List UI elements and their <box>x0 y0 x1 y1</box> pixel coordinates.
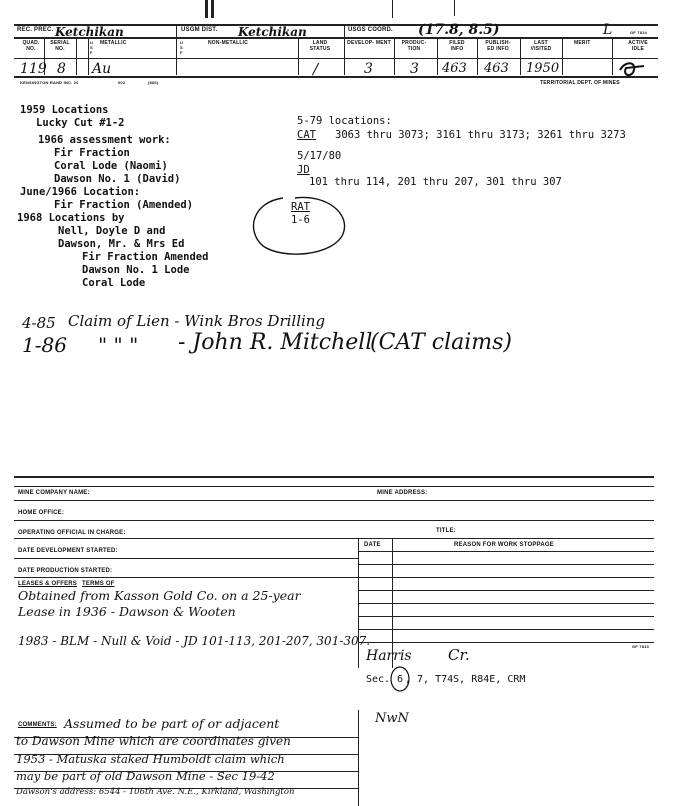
comments-label: COMMENTS: <box>18 722 57 728</box>
rec-prec-label: REC. PREC. <box>17 27 54 33</box>
location-line: Lucky Cut #1-2 <box>36 117 125 129</box>
cat-ranges: 3063 thru 3073; 3161 thru 3173; 3261 thru 3273 <box>335 129 626 141</box>
col-merit: MERIT <box>574 40 591 46</box>
location-line: Fir Fraction Amended <box>82 251 209 263</box>
date-dev-started-label: DATE DEVELOPMENT STARTED: <box>18 548 118 554</box>
operating-official-label: OPERATING OFFICIAL IN CHARGE: <box>18 530 126 536</box>
blm-note: 1983 - BLM - Null & Void - JD 101-113, 201-207, 301-307. <box>18 634 371 648</box>
usgm-dist-value: Ketchikan <box>238 25 307 39</box>
note-date-2: 1-86 <box>22 333 67 357</box>
corner-mark: L <box>603 22 613 38</box>
mine-address-label: MINE ADDRESS: <box>377 490 428 496</box>
col-published-info: PUBLISH- ED INFO <box>485 40 511 52</box>
rec-prec-value: Ketchikan <box>55 25 124 39</box>
col-production: PRODUC- TION <box>401 40 427 52</box>
form-number-top: GF 7814 <box>630 30 647 35</box>
col-non-metallic: NON-METALLIC <box>208 40 249 46</box>
home-office-label: HOME OFFICE: <box>18 510 65 516</box>
col-quad-no: QUAD. NO. <box>22 40 40 52</box>
location-line: Nell, Doyle D and <box>58 225 166 237</box>
development-value: 3 <box>364 61 373 77</box>
filed-info-value: 463 <box>442 61 467 76</box>
sec-circled: 6 <box>397 674 404 685</box>
date-col-label: DATE <box>364 542 381 548</box>
note-paren-2: (CAT claims) <box>370 330 513 355</box>
rat-label: RAT <box>291 201 310 213</box>
locations-left <box>17 104 209 290</box>
jd-ranges: 101 thru 114, 201 thru 207, 301 thru 307 <box>309 176 562 188</box>
rat-circle <box>243 190 353 260</box>
note-ditto-2: " " " <box>98 333 139 357</box>
date-5-17-80: 5/17/80 <box>297 150 342 162</box>
comment-line: Dawson's address: 6544 - 106th Ave. N.E., Kirkland, Washington <box>16 787 295 797</box>
location-line: Coral Lode (Naomi) <box>54 160 168 172</box>
col-filed-info: FILED INFO <box>449 40 465 52</box>
col-land-status: LAND STATUS <box>309 40 331 52</box>
lease-line-2: Lease in 1936 - Dawson & Wooten <box>18 604 236 619</box>
metallic-value: Au <box>92 61 112 77</box>
land-status-value: / <box>313 60 319 78</box>
usgm-dist-label: USGM DIST. <box>181 27 218 33</box>
location-line: 1966 assessment work: <box>38 134 171 146</box>
location-line: Coral Lode <box>82 277 146 289</box>
location-line: Dawson No. 1 Lode <box>82 264 190 276</box>
comment-line: 1953 - Matuska staked Humboldt claim which <box>16 752 285 766</box>
nwn: NwN <box>375 711 409 726</box>
harris: Harris <box>366 648 412 664</box>
usgs-coord-value: (17.8, 8.5) <box>418 22 500 38</box>
footer-mid: 002 <box>118 80 126 85</box>
work-stoppage-label: REASON FOR WORK STOPPAGE <box>454 542 554 548</box>
date-prod-started-label: DATE PRODUCTION STARTED: <box>18 568 113 574</box>
footer-mid2: (866) <box>148 80 159 85</box>
location-line: Fir Fraction (Amended) <box>54 199 194 211</box>
col-active-idle: ACTIVE IDLE <box>628 40 648 52</box>
note-text-1: Claim of Lien - Wink Bros Drilling <box>68 312 326 330</box>
col-last-visited: LAST VISITED <box>530 40 552 52</box>
col-serial-no: SERIAL NO. <box>50 40 70 52</box>
locations-5-79: 5-79 locations: <box>297 115 392 127</box>
usgs-coord-label: USGS COORD. <box>348 27 393 33</box>
comment-line: to Dawson Mine which are coordinates given <box>16 734 291 748</box>
sec-label: Sec. <box>366 674 391 685</box>
last-visited-value: 1950 <box>526 61 560 76</box>
harris-cr: Cr. <box>448 646 470 664</box>
serial-no-value: 8 <box>57 61 66 77</box>
form-number-bottom: GF 7813 <box>632 644 649 649</box>
footer-left: KENSINGTON RAND INC. 20 <box>20 80 79 85</box>
lease-line-1: Obtained from Kasson Gold Co. on a 25-year <box>18 588 301 603</box>
comment-line: may be part of old Dawson Mine - Sec 19-42 <box>16 769 275 783</box>
location-line: Fir Fraction <box>54 147 130 159</box>
binder-mark <box>205 0 208 18</box>
sec-rest: , 7, T74S, R84E, CRM <box>405 674 526 685</box>
location-line: Dawson No. 1 (David) <box>54 173 181 185</box>
title-label: TITLE: <box>436 528 456 534</box>
terms-label: TERMS OF <box>82 581 115 587</box>
rat-range: 1-6 <box>291 214 310 226</box>
location-line: Dawson, Mr. & Mrs Ed <box>58 238 185 250</box>
col-metallic: METALLIC <box>100 40 127 46</box>
location-line: June/1966 Location: <box>20 186 141 198</box>
production-value: 3 <box>410 61 419 77</box>
location-line: 1959 Locations <box>20 104 109 116</box>
cat-label: CAT <box>297 129 316 141</box>
mine-company-name-label: MINE COMPANY NAME: <box>18 490 90 496</box>
leases-label: LEASES & OFFERS <box>18 581 78 587</box>
note-name-2: - John R. Mitchell <box>178 330 373 355</box>
jd-label: JD <box>297 164 310 176</box>
published-info-value: 463 <box>484 61 509 76</box>
location-line: 1968 Locations by <box>17 212 125 224</box>
footer-right: TERRITORIAL DEPT. OF MINES <box>540 80 620 86</box>
note-date-1: 4-85 <box>22 314 56 332</box>
comment-line: Assumed to be part of or adjacent <box>64 716 280 731</box>
quad-no-value: 119 <box>20 61 47 77</box>
binder-mark <box>211 0 214 18</box>
col-development: DEVELOP- MENT <box>347 40 391 46</box>
